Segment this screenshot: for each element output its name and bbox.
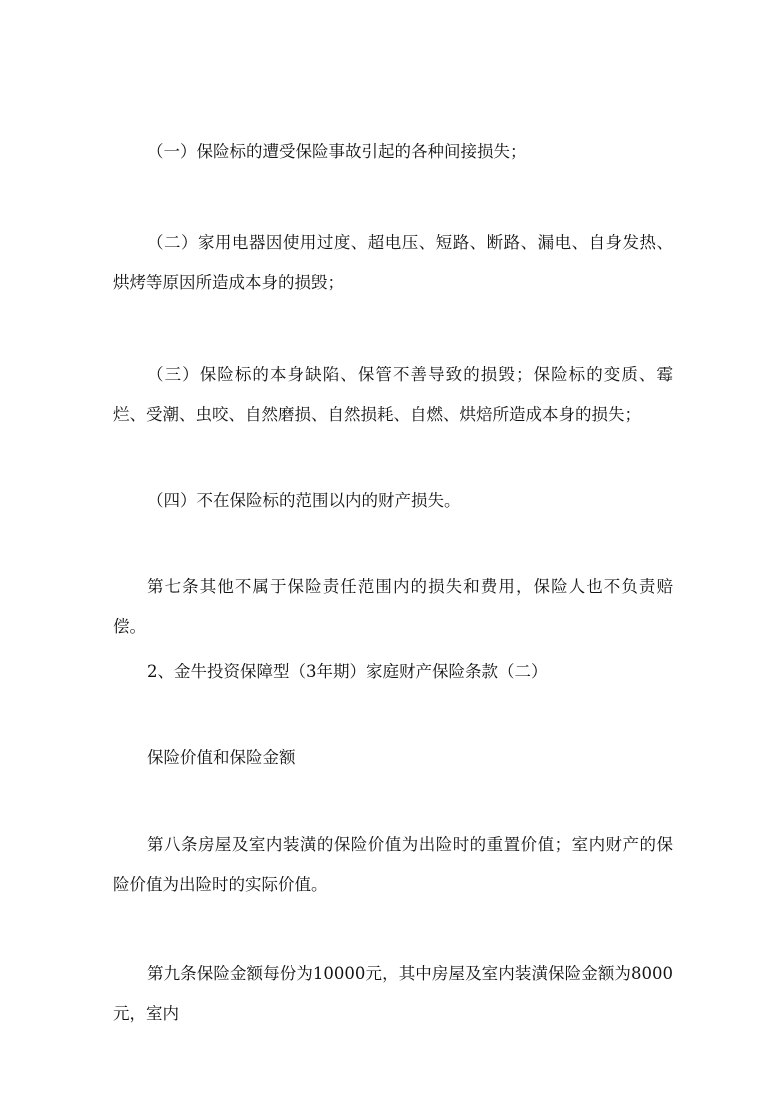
clause-exclusion-2: （二）家用电器因使用过度、超电压、短路、断路、漏电、自身发热、烘烤等原因所造成本身的损毁； [113,233,673,292]
clause-exclusion-4: （四）不在保险标的范围以内的财产损失。 [147,491,461,510]
clause-exclusion-1: （一）保险标的遭受保险事故引起的各种间接损失； [147,142,527,161]
clause-exclusion-3: （三）保险标的本身缺陷、保管不善导致的损毁；保险标的变质、霉烂、受潮、虫咬、自然磨损、自然损耗、自燃、烘焙所造成本身的损失； [113,365,673,424]
section-heading: 2、金牛投资保障型（3年期）家庭财产保险条款（二） [147,662,548,681]
article-8: 第八条房屋及室内装潢的保险价值为出险时的重置价值；室内财产的保险价值为出险时的实际价值。 [113,835,673,894]
subsection-heading: 保险价值和保险金额 [147,748,296,767]
article-7: 第七条其他不属于保险责任范围内的损失和费用，保险人也不负责赔偿。 [113,577,673,636]
article-9: 第九条保险金额每份为10000元，其中房屋及室内装潢保险金额为8000元，室内 [113,964,673,1023]
